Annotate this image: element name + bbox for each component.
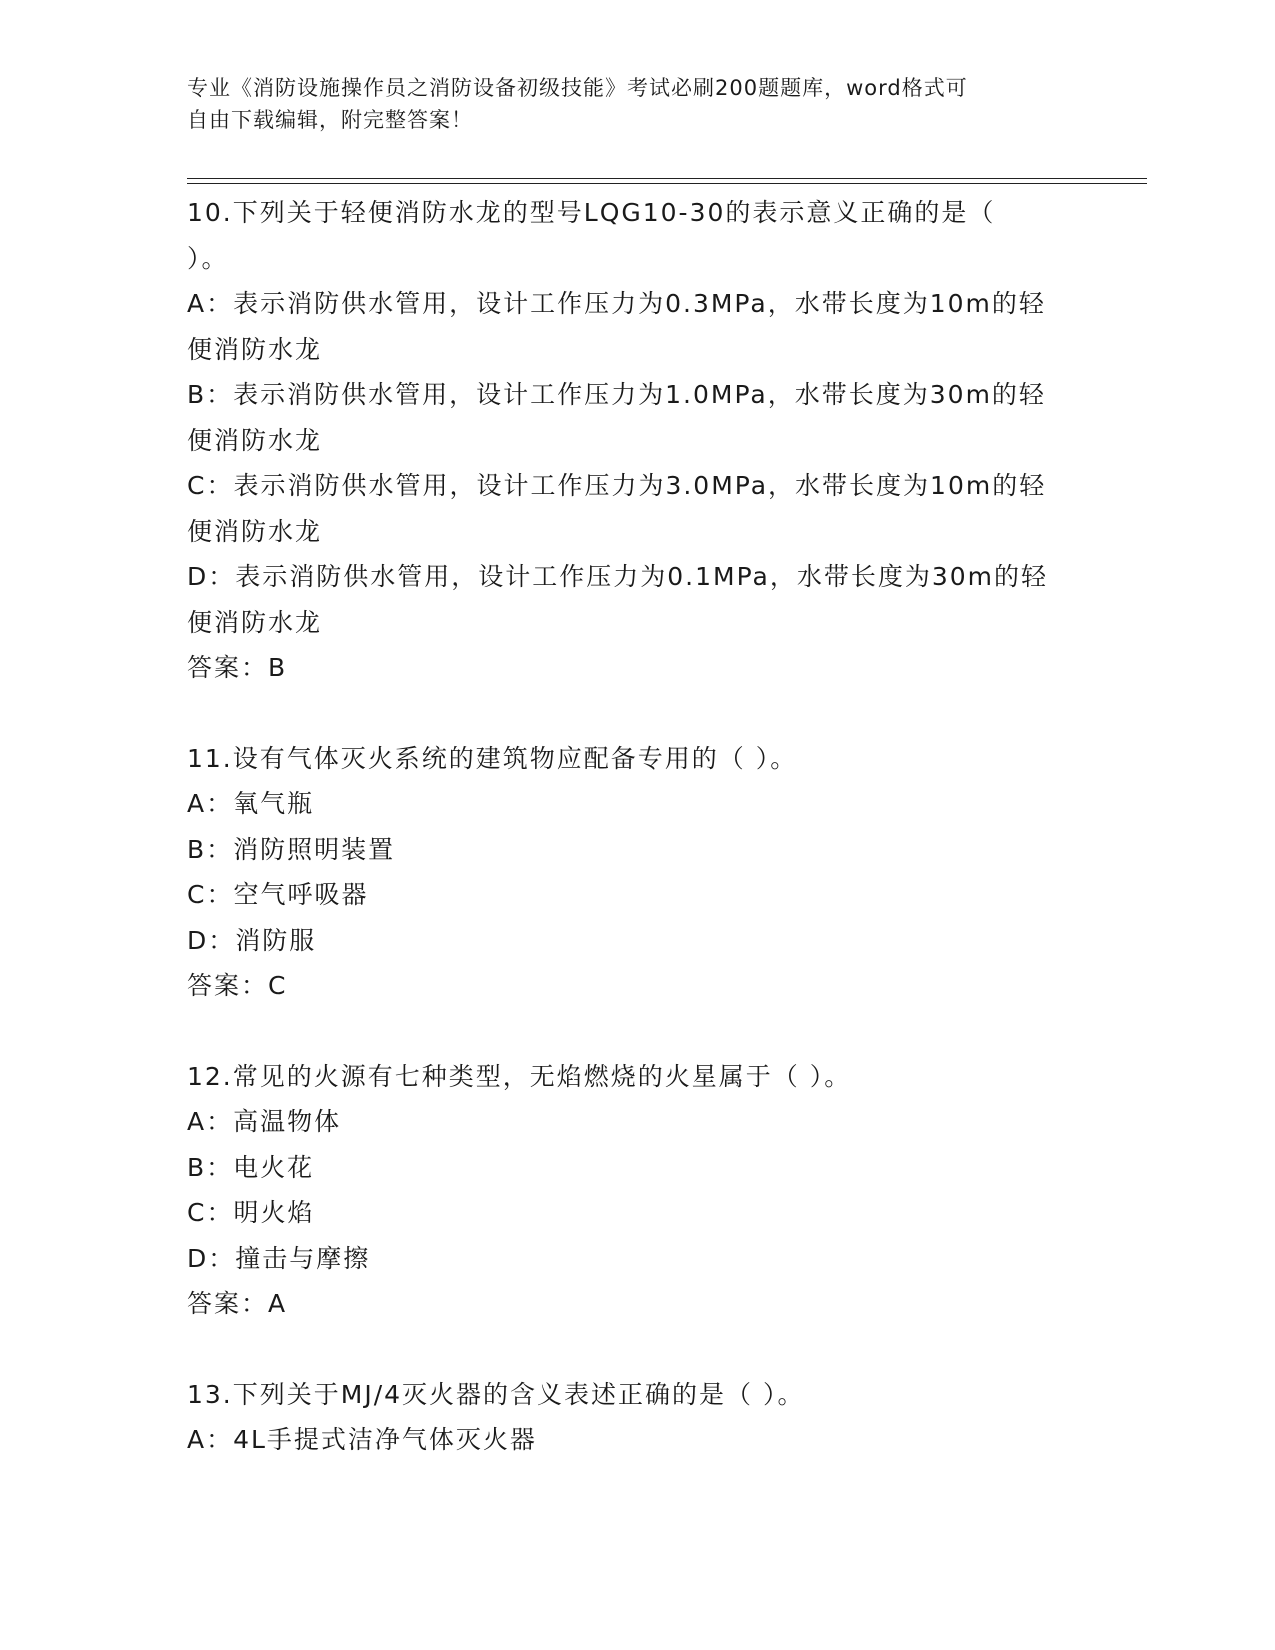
option-b: B：表示消防供水管用，设计工作压力为1.0MPa，水带长度为30m的轻 [187,380,1046,409]
question-stem: 10.下列关于轻便消防水龙的型号LQG10-30的表示意义正确的是（ [187,198,996,227]
option-b-continued: 便消防水龙 [187,425,323,455]
document-header [187,72,1087,136]
question-stem-continued: ）。 [187,243,229,273]
question-stem: 11.设有气体灭火系统的建筑物应配备专用的（ ）。 [187,743,798,773]
option-d: D：撞击与摩擦 [187,1243,371,1273]
option-a: A：氧气瓶 [187,789,315,818]
option-c: C：空气呼吸器 [187,880,369,909]
question-list [187,190,1087,1463]
option-d: D：表示消防供水管用，设计工作压力为0.1MPa，水带长度为30m的轻 [187,562,1049,591]
question-11 [187,736,1087,1009]
option-a-continued: 便消防水龙 [187,334,323,364]
header-divider-bottom [187,183,1147,184]
header-divider-top [187,178,1147,179]
header-line-2: 自由下载编辑，附完整答案！ [187,108,473,132]
answer-label: 答案：B [187,653,288,682]
answer-label: 答案：C [187,971,288,1000]
option-a: A：高温物体 [187,1107,342,1136]
option-d: D：消防服 [187,925,317,955]
option-c: C：明火焰 [187,1198,315,1227]
question-13 [187,1372,1087,1463]
option-a: A：表示消防供水管用，设计工作压力为0.3MPa，水带长度为10m的轻 [187,289,1046,318]
question-10 [187,190,1087,691]
option-b: B：消防照明装置 [187,834,396,864]
option-a: A：4L手提式洁净气体灭火器 [187,1425,537,1454]
question-stem: 13.下列关于MJ/4灭火器的含义表述正确的是（ ）。 [187,1379,805,1409]
question-stem: 12.常见的火源有七种类型，无焰燃烧的火星属于（ ）。 [187,1061,852,1091]
header-line-1: 专业《消防设施操作员之消防设备初级技能》考试必刷200题题库，word格式可 [187,76,968,100]
option-c: C：表示消防供水管用，设计工作压力为3.0MPa，水带长度为10m的轻 [187,471,1047,500]
option-d-continued: 便消防水龙 [187,607,323,637]
option-b: B：电火花 [187,1152,315,1182]
question-12 [187,1054,1087,1327]
option-c-continued: 便消防水龙 [187,516,323,546]
answer-label: 答案：A [187,1289,288,1318]
